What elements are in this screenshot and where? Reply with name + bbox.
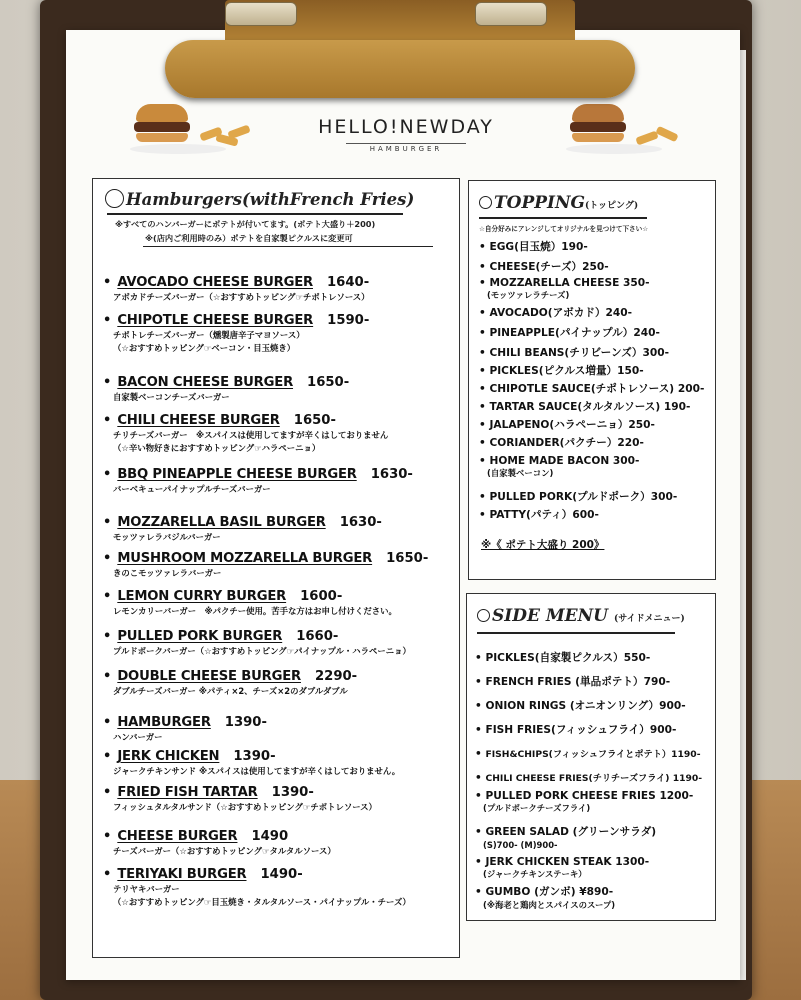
topping-title: TOPPING(トッピング) <box>479 193 638 213</box>
topping-text: TARTAR SAUCE(タルタルソース) 190- <box>489 401 691 413</box>
burger-subtitle: ハンバーガー <box>113 732 163 742</box>
side-text: JERK CHICKEN STEAK 1300- <box>485 856 650 868</box>
bullet: • <box>475 826 486 838</box>
topping-item <box>479 363 644 378</box>
clip-rivet-right <box>475 2 547 26</box>
bullet: • <box>103 749 112 764</box>
brand-name: HELLO!NEWDAY <box>318 116 494 138</box>
burger-price: 1490 <box>251 829 289 844</box>
burger-subtitle-2: （☆おすすめトッピング☞ベーコン・目玉焼き） <box>113 343 296 353</box>
side-item <box>475 824 656 851</box>
bullet: • <box>475 772 486 784</box>
burger-price: 1490- <box>260 867 303 882</box>
side-sub: (プルドポークチーズフライ) <box>483 803 591 813</box>
burger-name: TERIYAKI BURGER <box>117 867 247 882</box>
topping-text: JALAPENO(ハラペーニョ）250- <box>489 419 655 431</box>
burger-item <box>103 547 428 579</box>
burger-price: 1390- <box>271 785 314 800</box>
burger-item <box>103 309 369 354</box>
burger-price: 2290- <box>314 669 358 684</box>
bullet: • <box>479 307 490 319</box>
topping-text: AVOCADO(アボカド）240- <box>489 307 633 319</box>
burger-price: 1630- <box>370 467 413 482</box>
topping-note: ☆自分好みにアレンジしてオリジナルを見つけて下さい☆ <box>479 225 649 233</box>
burger-item <box>103 585 397 617</box>
bullet: • <box>103 669 112 684</box>
burger-subtitle: バーベキューパイナップルチーズバーガー <box>113 484 271 494</box>
clipboard-clip <box>165 0 635 100</box>
circle-icon <box>479 196 492 209</box>
bullet: • <box>479 401 490 413</box>
bullet: • <box>475 748 486 760</box>
bullet: • <box>479 241 490 253</box>
burger-price: 1640- <box>326 275 370 290</box>
bullet: • <box>479 277 490 289</box>
side-text: GREEN SALAD (グリーンサラダ) <box>485 826 657 838</box>
bullet: • <box>103 589 112 604</box>
burger-name: BACON CHEESE BURGER <box>117 375 294 390</box>
side-text: FISH&CHIPS(フィッシュフライとポテト）1190- <box>485 749 701 760</box>
burger-item <box>103 511 382 543</box>
topping-item <box>479 345 669 360</box>
burger-name: FRIED FISH TARTAR <box>117 785 258 800</box>
burger-item <box>103 271 370 303</box>
side-menu-title-jp: (サイドメニュー) <box>614 614 685 624</box>
burger-item <box>103 745 400 777</box>
bullet: • <box>475 856 486 868</box>
side-item <box>475 856 649 880</box>
brand-subtitle: HAMBURGER <box>346 143 466 153</box>
burger-subtitle: テリヤキバーガー <box>113 884 180 894</box>
burger-name: DOUBLE CHEESE BURGER <box>117 669 301 684</box>
burger-subtitle: チポトレチーズバーガー（燻製唐辛子マヨソース） <box>113 330 305 340</box>
side-text: PULLED PORK CHEESE FRIES 1200- <box>485 790 694 802</box>
bullet: • <box>479 491 490 503</box>
bullet: • <box>103 275 112 290</box>
burger-photo-left <box>130 100 260 160</box>
burger-item <box>103 781 377 813</box>
bullet: • <box>479 365 490 377</box>
bullet: • <box>475 676 486 688</box>
hamburgers-note-2: ※(店内ご利用時のみ）ポテトを自家製ピクルスに変更可 <box>145 233 353 243</box>
bullet: • <box>479 347 490 359</box>
topping-text: PATTY(パティ）600- <box>489 509 599 521</box>
bullet: • <box>479 419 490 431</box>
topping-text: PULLED PORK(プルドポーク）300- <box>489 491 678 503</box>
bullet: • <box>475 700 486 712</box>
topping-text: PINEAPPLE(パイナップル）240- <box>489 327 660 339</box>
bullet: • <box>103 515 112 530</box>
bullet: • <box>475 790 486 802</box>
side-text: GUMBO (ガンボ) ¥890- <box>485 886 614 898</box>
burger-name: HAMBURGER <box>117 715 211 730</box>
burger-subtitle: アボカドチーズバーガー（☆おすすめトッピング☞チポトレソース） <box>113 292 370 302</box>
side-menu-section <box>466 593 716 921</box>
title-underline <box>477 632 675 634</box>
bullet: • <box>103 867 112 882</box>
topping-section <box>468 180 716 580</box>
burger-name: LEMON CURRY BURGER <box>117 589 287 604</box>
burger-item <box>103 665 357 697</box>
burger-photo-right <box>566 100 696 160</box>
burger-name: PULLED PORK BURGER <box>117 629 283 644</box>
burger-price: 1600- <box>300 589 343 604</box>
bullet: • <box>479 437 490 449</box>
topping-item <box>479 435 644 450</box>
topping-sub: (自家製ベーコン) <box>487 468 554 478</box>
topping-title-jp: (トッピング) <box>585 201 639 211</box>
topping-item <box>479 325 660 340</box>
bullet: • <box>103 551 112 566</box>
bullet: • <box>479 455 490 467</box>
burger-subtitle-2: （☆辛い物好きにおすすめトッピング☞ハラペーニョ） <box>113 443 321 453</box>
burger-subtitle: プルドポークバーガー（☆おすすめトッピング☞パイナップル・ハラペーニョ） <box>113 646 411 656</box>
bullet: • <box>475 886 486 898</box>
side-sub: (S)700- (M)900- <box>483 840 558 850</box>
side-text: CHILI CHEESE FRIES(チリチーズフライ) 1190- <box>485 773 703 784</box>
topping-item <box>479 381 704 396</box>
side-item <box>475 770 702 784</box>
burger-subtitle: フィッシュタルタルサンド（☆おすすめトッピング☞チポトレソース） <box>113 802 377 812</box>
topping-text: CHEESE(チーズ）250- <box>489 261 609 273</box>
burger-price: 1650- <box>293 413 336 428</box>
hamburgers-note-1: ※すべてのハンバーガーにポテトが付いてます。(ポテト大盛り＋200) <box>115 219 376 229</box>
bullet: • <box>103 785 112 800</box>
burger-subtitle: チリチーズバーガー ※スパイスは使用してますが辛くはしておりません <box>113 430 389 440</box>
burger-name: AVOCADO CHEESE BURGER <box>117 275 313 290</box>
topping-item <box>479 417 655 432</box>
burger-name: CHILI CHEESE BURGER <box>117 413 280 428</box>
topping-item <box>479 399 690 414</box>
title-underline <box>479 217 647 219</box>
topping-sub: (モッツァレラチーズ) <box>487 290 570 300</box>
burger-item <box>103 825 336 857</box>
bullet: • <box>103 313 112 328</box>
burger-price: 1390- <box>224 715 267 730</box>
bullet: • <box>103 829 112 844</box>
topping-footer: ※《 ポテト大盛り 200》 <box>481 539 605 551</box>
side-item <box>475 650 650 665</box>
burger-subtitle: レモンカリーバーガー ※パクチー使用。苦手な方はお申し付けください。 <box>113 606 397 616</box>
hamburgers-section <box>92 178 460 958</box>
burger-item <box>103 463 413 495</box>
side-menu-title: SIDE MENU (サイドメニュー) <box>477 606 685 626</box>
burger-item <box>103 409 388 454</box>
side-sub: (ジャークチキンステーキ） <box>483 869 587 879</box>
circle-icon <box>477 609 490 622</box>
menu-sheet <box>66 30 740 980</box>
burger-subtitle: きのこモッツァレラバーガー <box>113 568 222 578</box>
bullet: • <box>475 724 486 736</box>
topping-item <box>479 455 639 479</box>
side-item <box>475 674 670 689</box>
side-item <box>475 884 615 911</box>
burger-item <box>103 711 267 743</box>
burger-name: MOZZARELLA BASIL BURGER <box>117 515 326 530</box>
burger-subtitle: モッツァレラバジルバーガー <box>113 532 221 542</box>
burger-name: BBQ PINEAPPLE CHEESE BURGER <box>117 467 357 482</box>
topping-text: CORIANDER(パクチー）220- <box>489 437 644 449</box>
burger-subtitle: ジャークチキンサンド ※スパイスは使用してますが辛くはしておりません。 <box>113 766 401 776</box>
burger-name: MUSHROOM MOZZARELLA BURGER <box>117 551 373 566</box>
side-text: PICKLES(自家製ピクルス）550- <box>485 652 651 664</box>
burger-price: 1650- <box>307 375 350 390</box>
circle-icon <box>105 189 124 208</box>
topping-text: CHILI BEANS(チリビーンズ）300- <box>489 347 669 359</box>
topping-text: MOZZARELLA CHEESE 350- <box>489 277 650 289</box>
topping-item <box>479 239 588 254</box>
side-text: FISH FRIES(フィッシュフライ）900- <box>485 724 677 736</box>
side-item <box>475 722 676 737</box>
clip-plate <box>165 40 635 98</box>
bullet: • <box>479 261 490 273</box>
topping-item <box>479 277 650 301</box>
title-underline <box>107 213 403 215</box>
burger-price: 1590- <box>327 313 370 328</box>
topping-text: PICKLES(ピクルス増量）150- <box>489 365 644 377</box>
bullet: • <box>479 383 490 395</box>
bullet: • <box>103 375 112 390</box>
burger-price: 1630- <box>339 515 382 530</box>
side-item <box>475 746 701 760</box>
topping-text: CHIPOTLE SAUCE(チポトレソース) 200- <box>489 383 705 395</box>
side-item <box>475 790 693 814</box>
topping-text: HOME MADE BACON 300- <box>489 455 640 467</box>
topping-item <box>479 489 677 504</box>
burger-item <box>103 863 411 908</box>
burger-name: CHEESE BURGER <box>117 829 238 844</box>
bullet: • <box>479 327 490 339</box>
burger-subtitle: ダブルチーズバーガー ※パティ×2、チーズ×2のダブルダブル <box>113 686 348 696</box>
burger-item <box>103 371 349 403</box>
bullet: • <box>103 413 112 428</box>
burger-subtitle: 自家製ベーコンチーズバーガー <box>113 392 230 402</box>
burger-price: 1660- <box>296 629 339 644</box>
topping-item <box>479 305 632 320</box>
topping-item <box>479 259 609 274</box>
bullet: • <box>103 467 112 482</box>
burger-name: CHIPOTLE CHEESE BURGER <box>117 313 314 328</box>
burger-price: 1650- <box>386 551 429 566</box>
bullet: • <box>103 629 112 644</box>
burger-name: JERK CHICKEN <box>117 749 220 764</box>
side-text: ONION RINGS (オニオンリング）900- <box>485 700 686 712</box>
topping-text: EGG(目玉焼）190- <box>489 241 588 253</box>
menu-header <box>66 100 740 180</box>
side-item <box>475 698 686 713</box>
side-text: FRENCH FRIES (単品ポテト）790- <box>485 676 671 688</box>
bullet: • <box>103 715 112 730</box>
bullet: • <box>475 652 486 664</box>
burger-item <box>103 625 411 657</box>
burger-subtitle: チーズバーガー（☆おすすめトッピング☞タルタルソース） <box>113 846 336 856</box>
clip-rivet-left <box>225 2 297 26</box>
side-sub: (※海老と鶏肉とスパイスのスープ) <box>483 900 616 910</box>
hamburgers-title: Hamburgers(withFrench Fries) <box>105 189 414 209</box>
burger-subtitle-2: （☆おすすめトッピング☞目玉焼き・タルタルソース・パイナップル・チーズ） <box>113 897 411 907</box>
burger-price: 1390- <box>233 749 276 764</box>
note-underline <box>143 246 433 247</box>
topping-item <box>479 507 599 522</box>
bullet: • <box>479 509 490 521</box>
